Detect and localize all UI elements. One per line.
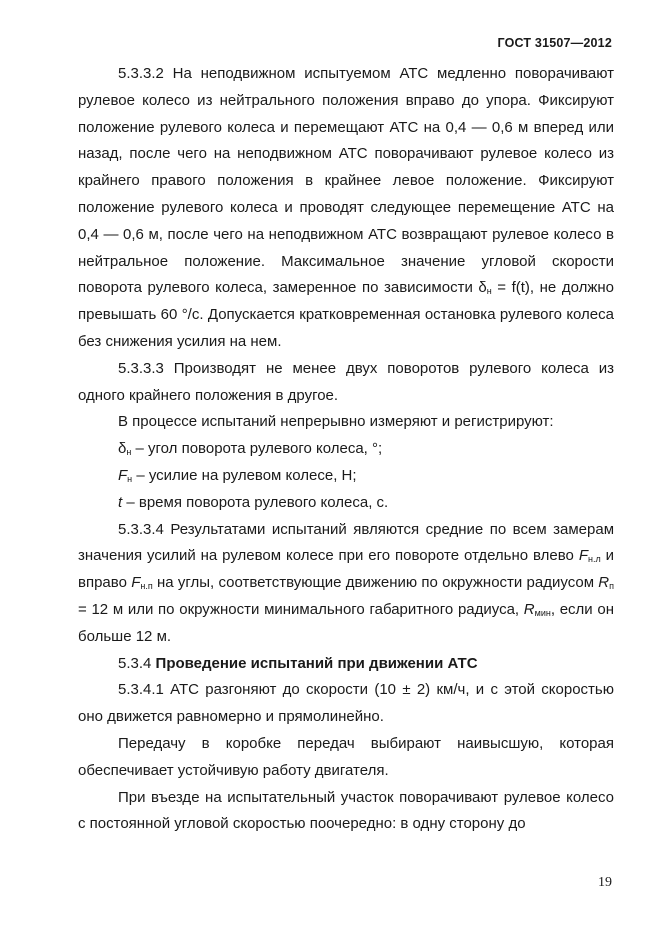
list-item-force: $F_н$ – усилие на рулевом колесе, Н; [118,466,357,484]
list-item-time: t – время поворота рулевого колеса, с. [118,493,389,511]
section-heading-5-3-4: 5.3.4 Проведение испытаний при движении АТС [118,654,478,672]
page-number: 19 [598,875,612,890]
paragraph-5-3-4-1: 5.3.4.1 АТС разгоняют до скорости (10 ± 2) км/ч, и с этой скоростью оно движется равномерно и прямолинейно. [78,681,614,726]
paragraph-gear-selection: Передачу в коробке передач выбирают наивысшую, которая обеспечивает устойчивую работу двигателя. [78,734,614,779]
document-body [78,61,614,838]
paragraph-5-3-3-2: 5.3.3.2 На неподвижном испытуемом АТС медленно поворачивают рулевое колесо из нейтрального положения вправо до упора. Фиксируют положение рулевого колеса и перемещают АТС на 0,4 — 0,6 м вперед или назад, после чего на неподвижном АТС поворачивают рулевое колесо из крайнего правого положения в крайнее левое положение. Фиксируют положение рулевого колеса и проводят следующее перемещение АТС на 0,4 — 0,6 м, после чего на неподвижном АТС возвращают рулевое колесо в нейтральное положение. Максимальное значение угловой скорости поворота рулевого колеса, замеренное по зависимости $\delta_н = f(t)$, не должно превышать 60 °/с. Допускается кратковременная остановка рулевого колеса без снижения усилия на нем. [78,65,614,350]
paragraph-5-3-3-4: 5.3.3.4 Результатами испытаний являются средние по всем замерам значения усилий на рулевом колесе при его повороте отдельно влево $F_{н.л}$ и вправо $F_{н.п}$ на углы, соответствующие движению по окружности радиусом $R_п = 12$ м или по окружности минимального габаритного радиуса, $R_{мин}$, если он больше 12 м. [78,520,615,645]
paragraph-measurements-intro: В процессе испытаний непрерывно измеряют и регистрируют: [118,413,554,431]
paragraph-5-3-3-3: 5.3.3.3 Производят не менее двух поворотов рулевого колеса из одного крайнего положения в другое. [78,359,614,404]
paragraph-test-entry: При въезде на испытательный участок поворачивают рулевое колесо с постоянной угловой скоростью поочередно: в одну сторону до [78,788,614,833]
list-item-angle: $\delta_н$ – угол поворота рулевого колеса, °; [118,440,383,458]
document-header: ГОСТ 31507—2012 [497,36,612,50]
